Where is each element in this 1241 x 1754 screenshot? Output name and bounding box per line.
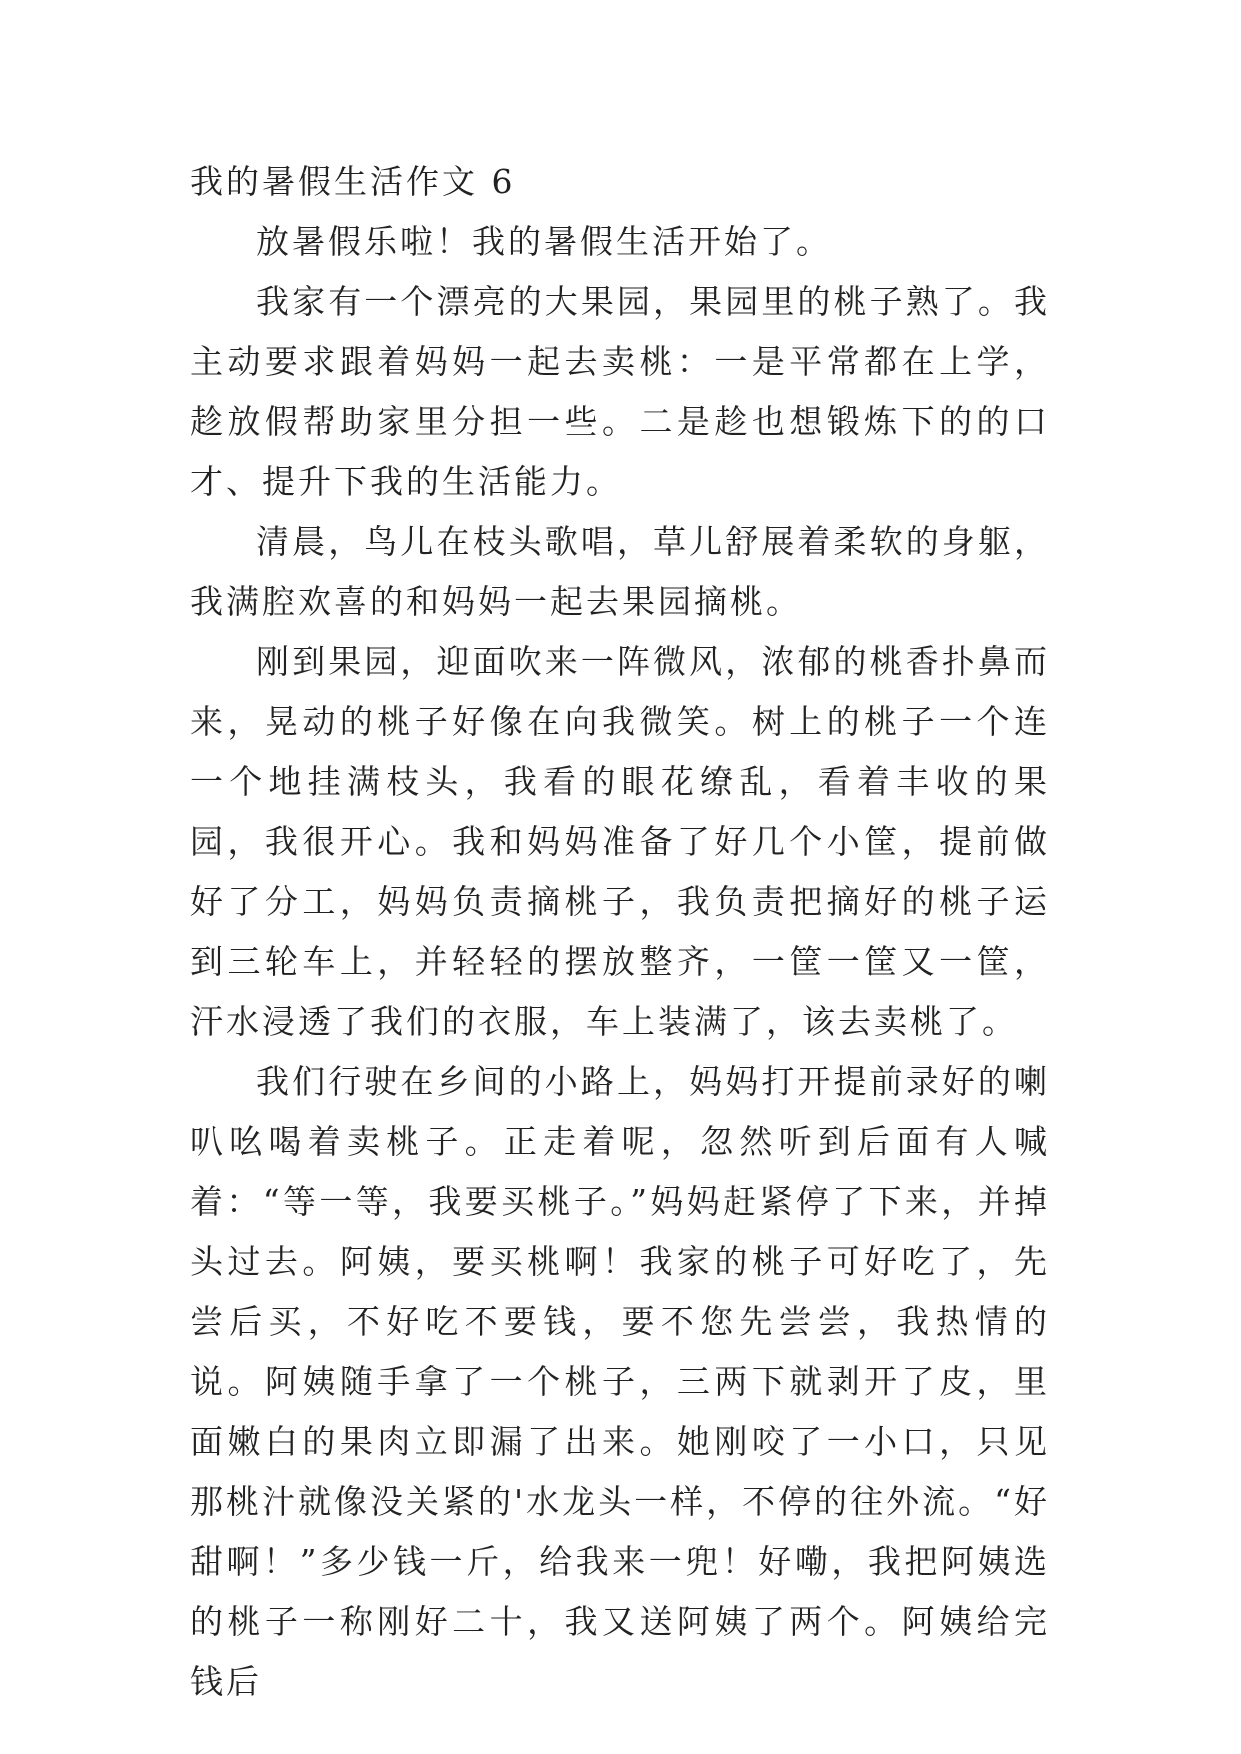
- article-title: 我的暑假生活作文 6: [190, 162, 516, 201]
- paragraph: 刚到果园，迎面吹来一阵微风，浓郁的桃香扑鼻而来，晃动的桃子好像在向我微笑。树上的桃子一个连一个地挂满枝头，我看的眼花缭乱，看着丰收的果园，我很开心。我和妈妈准备了好几个小筐，提前做好了分工，妈妈负责摘桃子，我负责把摘好的桃子运到三轮车上，并轻轻的摆放整齐，一筐一筐又一筐，汗水浸透了我们的衣服，车上装满了，该去卖桃了。: [190, 642, 1050, 1041]
- paragraph: 清晨，鸟儿在枝头歌唱，草儿舒展着柔软的身躯，我满腔欢喜的和妈妈一起去果园摘桃。: [190, 522, 1050, 621]
- paragraph: 放暑假乐啦！我的暑假生活开始了。: [256, 222, 832, 261]
- paragraph: 我们行驶在乡间的小路上，妈妈打开提前录好的喇叭吆喝着卖桃子。正走着呢，忽然听到后面有人喊着：“等一等，我要买桃子。”妈妈赶紧停了下来，并掉头过去。阿姨，要买桃啊！我家的桃子可好吃了，先尝后买，不好吃不要钱，要不您先尝尝，我热情的说。阿姨随手拿了一个桃子，三两下就剥开了皮，里面嫩白的果肉立即漏了出来。她刚咬了一小口，只见那桃汁就像没关紧的'水龙头一样，不停的往外流。“好甜啊！”多少钱一斤，给我来一兜！好嘞，我把阿姨选的桃子一称刚好二十，我又送阿姨了两个。阿姨给完钱后: [190, 1062, 1050, 1701]
- paragraph: 我家有一个漂亮的大果园，果园里的桃子熟了。我主动要求跟着妈妈一起去卖桃：一是平常都在上学，趁放假帮助家里分担一些。二是趁也想锻炼下的的口才、提升下我的生活能力。: [190, 282, 1050, 501]
- article-body: [190, 152, 1050, 1712]
